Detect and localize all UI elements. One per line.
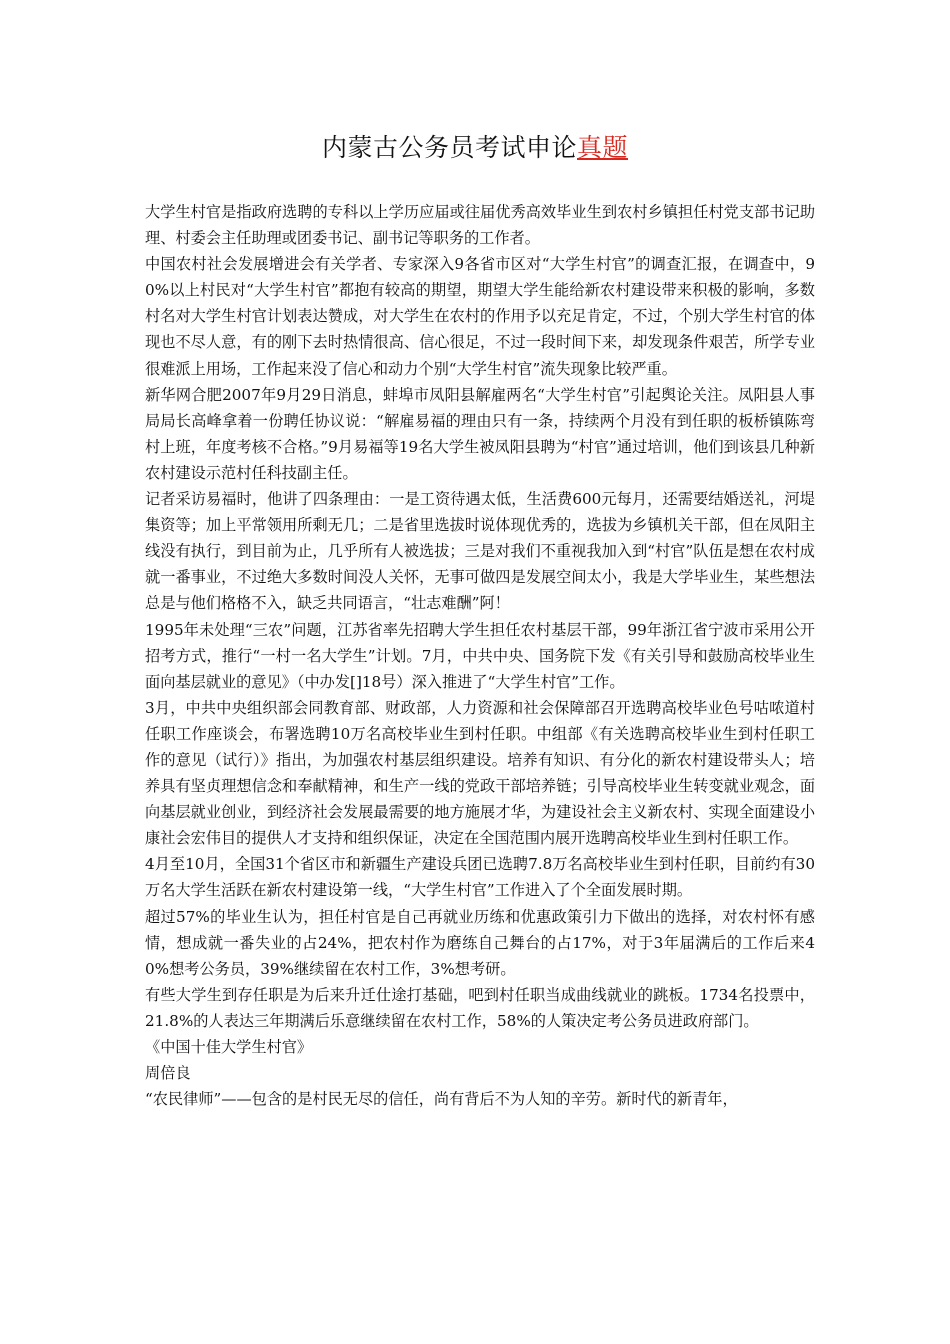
document-body [145,199,815,1112]
title-link[interactable]: 真题 [577,133,629,162]
paragraph: 超过57%的毕业生认为，担任村官是自己再就业历练和优惠政策引力下做出的选择，对农村怀有感情，想成就一番失业的占24%，把农村作为磨练自己舞台的占17%，对于3年届满后的工作后来40%想考公务员，39%继续留在农村工作，3%想考研。 [145,907,815,978]
paragraph: “农民律师”——包含的是村民无尽的信任，尚有背后不为人知的辛劳。新时代的新青年， [145,1090,738,1109]
paragraph: 中国农村社会发展增进会有关学者、专家深入9各省市区对“大学生村官”的调查汇报，在调查中，90%以上村民对“大学生村官”都抱有较高的期望，期望大学生能给新农村建设带来积极的影响，多数村名对大学生村官计划表达赞成，对大学生在农村的作用予以充足肯定，不过，个别大学生村官的体现也不尽人意，有的刚下去时热情很高、信心很足，不过一段时间下来，却发现条件艰苦，所学专业很难派上用场，工作起来没了信心和动力个别“大学生村官”流失现象比较严重。 [145,255,815,378]
page-title [0,130,950,166]
paragraph: 大学生村官是指政府选聘的专科以上学历应届或往届优秀高效毕业生到农村乡镇担任村党支部书记助理、村委会主任助理或团委书记、副书记等职务的工作者。 [145,203,815,248]
paragraph: 记者采访易福时，他讲了四条理由：一是工资待遇太低，生活费600元每月，还需要结婚送礼，河堤集资等；加上平常领用所剩无几；二是省里选拔时说体现优秀的，选拔为乡镇机关干部，但在凤阳主线没有执行，到目前为止，几乎所有人被选拔；三是对我们不重视我加入到“村官”队伍是想在农村成就一番事业，不过绝大多数时间没人关怀，无事可做四是发展空间太小，我是大学毕业生，某些想法总是与他们格格不入，缺乏共同语言，“壮志难酬”阿！ [145,490,815,613]
paragraph: 1995年未处理“三农”问题，江苏省率先招聘大学生担任农村基层干部，99年浙江省宁波市采用公开招考方式，推行“一村一名大学生”计划。7月，中共中央、国务院下发《有关引导和鼓励高校毕业生面向基层就业的意见》（中办发[]18号）深入推进了“大学生村官”工作。 [145,620,815,691]
title-main: 内蒙古公务员考试申论 [321,133,577,162]
person-name-line: 周倍良 [145,1064,191,1083]
paragraph: 3月，中共中央组织部会同教育部、财政部，人力资源和社会保障部召开选聘高校毕业色号咕哝道村任职工作座谈会，布署选聘10万名高校毕业生到村任职。中组部《有关选聘高校毕业生到村任职工作的意见（试行）》指出，为加强农村基层组织建设。培养有知识、有分化的新农村建设带头人；培养具有坚贞理想信念和奉献精神，和生产一线的党政干部培养链；引导高校毕业生转变就业观念，面向基层就业创业，到经济社会发展最需要的地方施展才华，为建设社会主义新农村、实现全面建设小康社会宏伟目的提供人才支持和组织保证，决定在全国范围内展开选聘高校毕业生到村任职工作。 [145,698,815,848]
paragraph: 4月至10月，全国31个省区市和新疆生产建设兵团已选聘7.8万名高校毕业生到村任职，目前约有30万名大学生活跃在新农村建设第一线，“大学生村官”工作进入了个全面发展时期。 [145,855,815,900]
paragraph: 有些大学生到存任职是为后来升迁仕途打基础，吧到村任职当成曲线就业的跳板。1734名投票中，21.8%的人表达三年期满后乐意继续留在农村工作，58%的人策决定考公务员进政府部门。 [145,985,815,1030]
paragraph: 新华网合肥2007年9月29日消息，蚌埠市凤阳县解雇两名“大学生村官”引起舆论关注。凤阳县人事局局长高峰拿着一份聘任协议说：“解雇易福的理由只有一条，持续两个月没有到任职的板桥镇陈弯村上班，年度考核不合格。”9月易福等19名大学生被凤阳县聘为“村官”通过培训，他们到该县几种新农村建设示范村任科技副主任。 [145,385,815,482]
book-title-line: 《中国十佳大学生村官》 [145,1038,313,1056]
